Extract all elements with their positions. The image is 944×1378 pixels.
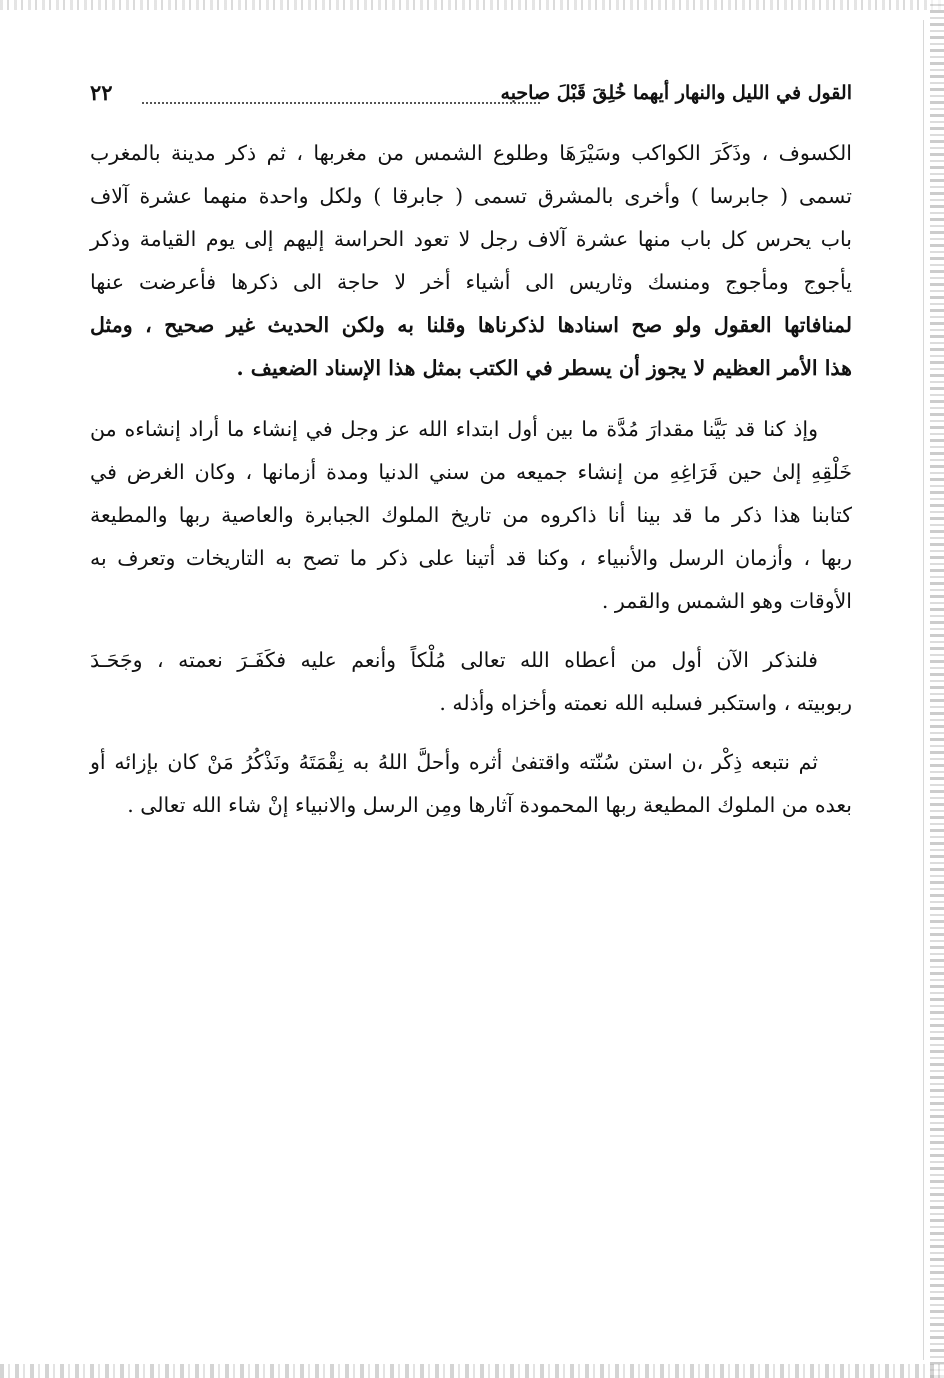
text-line: لمنافاتها العقول ولو صح اسنادها لذكرناها وقلنا به ولكن الحديث غير صحيح ، ومثل — [90, 313, 852, 337]
text-line: الكسوف ، وذَكَرَ الكواكب وسَيْرَهَا وطلوع الشمس من مغربها ، ثم ذكر مدينة بالمغرب — [90, 141, 852, 165]
paragraph — [90, 132, 852, 390]
text-line: الأوقات وهو الشمس والقمر . — [601, 589, 852, 613]
paragraph — [90, 741, 852, 827]
scan-border-right — [930, 0, 944, 1378]
text-line: وإذ كنا قد بَيَّنا مقدارَ مُدَّة ما بين أول ابتداء الله عز وجل في إنشاء ما أراد إنشاءه من — [90, 417, 818, 441]
text-line: ربها ، وأزمان الرسل والأنبياء ، وكنا قد أتينا على ذكر ما تصح به التاريخات وتعرف به — [90, 546, 852, 570]
text-line: باب يحرس كل باب منها عشرة آلاف رجل لا تعود الحراسة إليهم إلى يوم القيامة وذكر — [90, 227, 852, 251]
text-line: خَلْقِهِ إلىٰ حين فَرَاغِهِ من إنشاء جميعه من سني الدنيا ومدة أزمانها ، وكان الغرض في — [90, 460, 852, 484]
paragraph — [90, 639, 852, 725]
text-line: كتابنا هذا ذكر ما قد بينا أنا ذاكروه من تاريخ الملوك الجبابرة والعاصية ربها والمطيعة — [90, 503, 852, 527]
text-line: هذا الأمر العظيم لا يجوز أن يسطر في الكتب بمثل هذا الإسناد الضعيف . — [236, 356, 852, 380]
text-line: تسمى ( جابرسا ) وأخرى بالمشرق تسمى ( جابرقا ) ولكل واحدة منهما عشرة آلاف — [90, 184, 852, 208]
text-line: ثم نتبعه ذِكْر ،ن استن سُنّته واقتفىٰ أثره وأحلَّ اللهُ به نِقْمَتَهُ ونَذْكُرُ مَنْ كان بإزائه أو — [90, 750, 818, 774]
text-line: يأجوج ومأجوج ومنسك وثاريس الى أشياء أخر لا حاجة الى ذكرها فأعرضت عنها — [90, 270, 852, 294]
running-header — [90, 78, 852, 114]
text-line: ربوبيته ، واستكبر فسلبه الله نعمته وأخزاه وأذله . — [439, 691, 852, 715]
paragraph — [90, 408, 852, 623]
body-text — [90, 132, 852, 843]
text-line: بعده من الملوك المطيعة ربها المحمودة آثارها ومِن الرسل والانبياء إنْ شاء الله تعالى . — [127, 793, 852, 817]
header-dot-leader — [142, 102, 540, 104]
scan-border-bottom — [0, 1364, 944, 1378]
page-number: ٢٢ — [90, 80, 113, 105]
scan-border-line — [923, 20, 924, 1360]
scan-border-top — [0, 0, 944, 10]
running-title: القول في الليل والنهار أيهما خُلِقَ قَبْلَ صاحبه — [500, 82, 852, 104]
text-line: فلنذكر الآن أول من أعطاه الله تعالى مُلْكاً وأنعم عليه فكَفَـرَ نعمته ، وجَحَـدَ — [90, 648, 818, 672]
